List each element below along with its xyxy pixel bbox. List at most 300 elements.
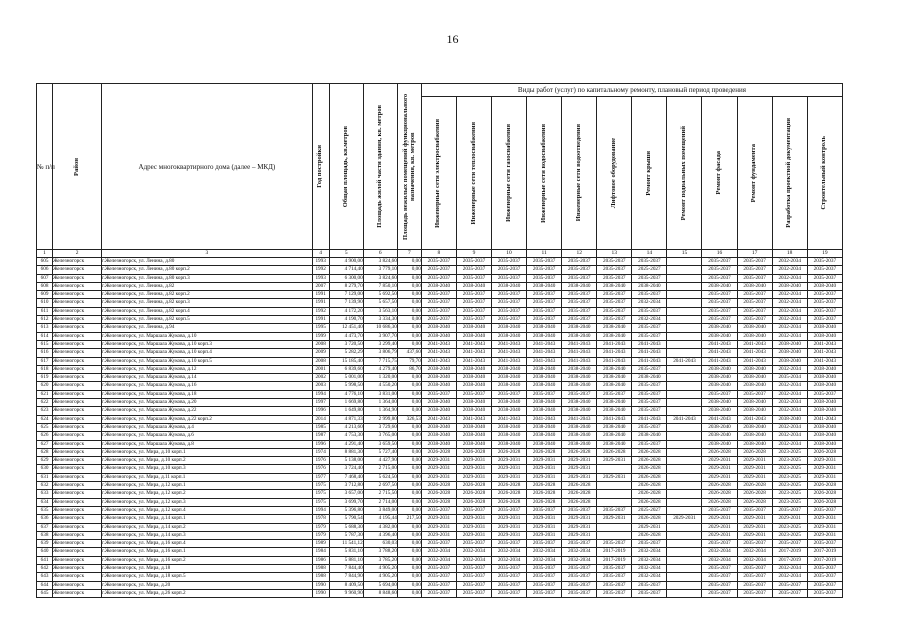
table-cell: 2 999,80 [363, 415, 397, 423]
table-cell: 2041-2043 [456, 349, 491, 357]
table-cell: 2041-2043 [632, 357, 667, 365]
table-cell: 3 831,00 [363, 390, 397, 398]
table-cell: 2038-2040 [456, 382, 491, 390]
table-cell: 2035-2037 [737, 266, 772, 274]
table-cell: 2029-2031 [527, 531, 562, 539]
table-cell: 1976 [312, 457, 329, 465]
table-cell: 621 [37, 390, 53, 398]
table-cell: 2038-2040 [807, 432, 842, 440]
table-cell: 5 694,00 [363, 581, 397, 589]
table-row [37, 440, 843, 448]
table-cell: 620 [37, 382, 53, 390]
column-number: 8 [421, 250, 456, 258]
table-cell: 1991 [312, 316, 329, 324]
table-cell: 2035-2034 [772, 374, 807, 382]
table-cell: 606 [37, 266, 53, 274]
table-cell: 2035-2037 [632, 540, 667, 548]
table-cell: 631 [37, 473, 53, 481]
table-cell: 3 334,30 [363, 316, 397, 324]
table-cell: 1989 [312, 540, 329, 548]
table-cell: 4 900,00 [329, 258, 363, 266]
table-row [37, 258, 843, 266]
table-cell: г.Железногорск, ул. Маршала Жукова, д.6 [102, 432, 312, 440]
table-cell: 2029-2031 [527, 465, 562, 473]
table-cell: 0,00 [397, 581, 421, 589]
table-cell: 2038-2040 [562, 440, 597, 448]
table-cell: 627 [37, 440, 53, 448]
table-cell: 645 [37, 589, 53, 597]
table-cell: 644 [37, 581, 53, 589]
col-num-header: № п/п [37, 84, 53, 250]
table-cell: 2035-2037 [737, 581, 772, 589]
table-cell [667, 266, 702, 274]
table-cell: 2035-2037 [807, 274, 842, 282]
table-cell: 2041-2043 [421, 415, 456, 423]
table-row [37, 299, 843, 307]
table-row [37, 399, 843, 407]
table-cell [667, 589, 702, 597]
table-cell: 4 905,20 [363, 564, 397, 572]
table-cell: 2035-2037 [807, 581, 842, 589]
table-cell: 2041-2043 [807, 340, 842, 348]
column-number: 10 [492, 250, 527, 258]
table-cell: 2038-2040 [702, 282, 737, 290]
table-cell: 3 299,40 [363, 340, 397, 348]
table-cell: 2026-2028 [492, 498, 527, 506]
table-cell: 2035-2037 [492, 316, 527, 324]
table-cell: 437,60 [397, 349, 421, 357]
table-cell: 2038-2040 [421, 399, 456, 407]
table-cell: 2038-2040 [597, 440, 632, 448]
table-cell: 2029-2031 [702, 457, 737, 465]
table-cell [667, 324, 702, 332]
table-row [37, 324, 843, 332]
work-header-9: Инженерные сети теплоснабжения [456, 97, 491, 250]
table-cell: 639 [37, 540, 53, 548]
table-cell: 2035-2037 [597, 506, 632, 514]
table-cell: Железногорск [53, 390, 102, 398]
table-cell: 2035-2037 [702, 581, 737, 589]
table-row [37, 432, 843, 440]
table-cell: 2038-2040 [597, 374, 632, 382]
table-cell: г.Железногорск, ул. Мира, д.16 корп.1 [102, 548, 312, 556]
table-cell: 2035-2037 [597, 316, 632, 324]
table-cell [667, 374, 702, 382]
table-cell: 2041-2043 [597, 415, 632, 423]
table-cell: 2029-2031 [807, 515, 842, 523]
table-cell: 2029-2031 [562, 523, 597, 531]
table-cell: 2038-2040 [456, 432, 491, 440]
table-cell: 5 787,30 [329, 531, 363, 539]
table-cell: Железногорск [53, 332, 102, 340]
table-cell: 2038-2040 [421, 374, 456, 382]
table-cell: 7 139,90 [329, 299, 363, 307]
table-cell: 2038-2040 [597, 407, 632, 415]
table-cell: 2038-2040 [807, 399, 842, 407]
table-cell: г.Железногорск, ул. Мира, д.16 корп.4 [102, 540, 312, 548]
page-number: 16 [446, 32, 459, 46]
table-cell: 632 [37, 482, 53, 490]
table-cell: 2041-2043 [421, 349, 456, 357]
table-cell: 2026-2028 [702, 482, 737, 490]
table-cell: 0,00 [397, 399, 421, 407]
table-cell: 2032-2034 [772, 382, 807, 390]
work-header-19: Строительный контроль [807, 97, 842, 250]
table-row [37, 531, 843, 539]
table-cell: 2038-2040 [562, 324, 597, 332]
table-cell: 2038-2040 [737, 332, 772, 340]
table-cell: 0,00 [397, 258, 421, 266]
table-cell: 2014 [312, 415, 329, 423]
table-cell: 2029-2031 [737, 465, 772, 473]
table-cell: 2035-2037 [456, 564, 491, 572]
table-cell: 2035-2037 [456, 291, 491, 299]
table-cell: 642 [37, 564, 53, 572]
table-cell: 2026-2028 [632, 490, 667, 498]
table-cell: 2 697,50 [363, 482, 397, 490]
table-cell: 2029-2031 [772, 515, 807, 523]
column-number: 17 [737, 250, 772, 258]
table-cell: г.Железногорск, ул. Мира, д.14 корп.3 [102, 531, 312, 539]
table-cell: 2035-2037 [702, 589, 737, 597]
table-cell: 2035-2037 [456, 589, 491, 597]
table-cell: Железногорск [53, 506, 102, 514]
table-cell [667, 440, 702, 448]
table-cell: 2035-2037 [492, 291, 527, 299]
table-cell: 2035-2037 [492, 589, 527, 597]
table-cell: 2038-2040 [597, 282, 632, 290]
table-cell: 1985 [312, 423, 329, 431]
table-cell: г.Железногорск, ул. Маршала Жукова, д.22 корп.2 [102, 415, 312, 423]
table-cell: 2041-2043 [456, 415, 491, 423]
table-cell: 2029-2031 [492, 523, 527, 531]
table-cell [597, 482, 632, 490]
table-cell: 2026-2028 [456, 448, 491, 456]
table-cell [667, 365, 702, 373]
table-cell: 2035-2037 [421, 299, 456, 307]
table-cell: 1986 [312, 556, 329, 564]
table-cell: 2023-2025 [772, 531, 807, 539]
table-cell: 0,00 [397, 382, 421, 390]
table-cell: 2038-2040 [456, 374, 491, 382]
table-cell: 4 382,00 [363, 523, 397, 531]
table-cell: 2035-2037 [562, 589, 597, 597]
table-cell: Железногорск [53, 374, 102, 382]
table-cell: 2038-2040 [492, 374, 527, 382]
table-cell: 2038-2040 [702, 365, 737, 373]
table-cell: 2032-2034 [456, 556, 491, 564]
table-cell: 2029-2031 [737, 523, 772, 531]
table-cell: 2038-2040 [492, 399, 527, 407]
column-number: 5 [329, 250, 363, 258]
table-cell: 2035-2037 [597, 299, 632, 307]
table-cell: 2029-2031 [702, 473, 737, 481]
table-cell: 2038-2040 [702, 324, 737, 332]
table-cell: 2035-2037 [421, 291, 456, 299]
table-row [37, 473, 843, 481]
table-cell: 2035-2037 [492, 299, 527, 307]
table-cell: Железногорск [53, 515, 102, 523]
table-cell: 2035-2037 [632, 365, 667, 373]
table-cell: 2026-2028 [421, 448, 456, 456]
table-cell: 0,00 [397, 457, 421, 465]
table-cell: 2035-2037 [702, 390, 737, 398]
table-cell [667, 390, 702, 398]
table-cell [667, 573, 702, 581]
table-cell: 2038-2040 [527, 332, 562, 340]
table-cell: 637 [37, 523, 53, 531]
table-cell: 2035-2037 [702, 266, 737, 274]
table-cell: Железногорск [53, 415, 102, 423]
table-cell: 0,00 [397, 407, 421, 415]
table-cell: г.Железногорск, ул. Маршала Жукова, д.18 [102, 390, 312, 398]
table-cell: 0,00 [397, 531, 421, 539]
table-cell: 2035-2037 [597, 258, 632, 266]
table-cell: 2032-2034 [702, 548, 737, 556]
table-cell: Железногорск [53, 531, 102, 539]
table-cell: 3 779,10 [363, 266, 397, 274]
table-cell: 2029-2031 [597, 457, 632, 465]
table-cell: 5 396,80 [329, 506, 363, 514]
table-cell: 2038-2040 [597, 324, 632, 332]
table-cell: 0,00 [397, 266, 421, 274]
table-cell: 617 [37, 357, 53, 365]
table-cell: 4 753,30 [329, 432, 363, 440]
table-cell: 2035-2037 [737, 506, 772, 514]
table-cell: 5 624,50 [363, 473, 397, 481]
table-cell: 1993 [312, 274, 329, 282]
table-cell [597, 523, 632, 531]
table-cell: 2041-2043 [421, 357, 456, 365]
table-cell: 628 [37, 448, 53, 456]
table-cell: 7 468,40 [329, 473, 363, 481]
table-row [37, 556, 843, 564]
table-cell: 2029-2031 [562, 473, 597, 481]
table-row [37, 490, 843, 498]
column-number: 16 [702, 250, 737, 258]
table-cell: г.Железногорск, ул. Ленина, д.82 корп.2 [102, 291, 312, 299]
table-cell: 2038-2040 [772, 349, 807, 357]
table-cell: 2026-2028 [632, 498, 667, 506]
table-cell: 2029-2031 [456, 523, 491, 531]
table-cell: 2035-2037 [597, 307, 632, 315]
table-cell: 2035-2037 [807, 589, 842, 597]
table-cell: г.Железногорск, ул. Ленина, д.82 [102, 282, 312, 290]
table-cell: 5 831,10 [329, 548, 363, 556]
table-cell [667, 432, 702, 440]
table-cell: 2038-2040 [737, 282, 772, 290]
table-cell: 1996 [312, 407, 329, 415]
table-cell: 2035-2037 [632, 399, 667, 407]
table-cell [667, 316, 702, 324]
table-cell [597, 498, 632, 506]
table-cell: 2035-2037 [421, 274, 456, 282]
table-row [37, 548, 843, 556]
table-cell: 2035-2037 [421, 589, 456, 597]
table-cell: 2041-2043 [632, 349, 667, 357]
col-living-area-header: Площадь жилой части здания, кв. метров [363, 84, 397, 250]
table-cell: г.Железногорск, ул. Маршала Жукова, д.10 корп.4 [102, 349, 312, 357]
table-cell: 2038-2040 [772, 282, 807, 290]
table-cell: 2029-2031 [456, 473, 491, 481]
table-cell: 622 [37, 399, 53, 407]
table-cell: 2029-2031 [737, 457, 772, 465]
table-cell: Железногорск [53, 266, 102, 274]
table-cell: 2035-2037 [527, 390, 562, 398]
table-cell: 3 765,00 [363, 432, 397, 440]
table-row [37, 482, 843, 490]
table-cell: 5 282,29 [329, 349, 363, 357]
table-cell: 1 669,80 [329, 399, 363, 407]
table-cell: 5 001,00 [329, 374, 363, 382]
table-cell: 2026-2028 [492, 482, 527, 490]
table-cell: 1979 [312, 531, 329, 539]
table-cell: 2035-2037 [702, 307, 737, 315]
table-cell: 2 715,50 [363, 490, 397, 498]
col-total-area-header: Общая площадь, кв.метров [329, 84, 363, 250]
table-cell: 2041-2043 [702, 415, 737, 423]
table-cell: 2029-2031 [421, 531, 456, 539]
table-row [37, 349, 843, 357]
table-cell: 0,00 [397, 282, 421, 290]
table-cell: 1975 [312, 482, 329, 490]
table-cell: 624 [37, 415, 53, 423]
table-cell: 2029-2031 [667, 515, 702, 523]
table-cell: 0,00 [397, 390, 421, 398]
column-number: 18 [772, 250, 807, 258]
table-cell: 2032-2034 [632, 548, 667, 556]
table-cell: 1996 [312, 440, 329, 448]
table-cell: Железногорск [53, 498, 102, 506]
table-cell: 2029-2031 [807, 457, 842, 465]
table-cell [667, 490, 702, 498]
table-cell: 0,00 [397, 573, 421, 581]
table-row [37, 357, 843, 365]
table-cell: 2035-2037 [456, 581, 491, 589]
table-cell: 2038-2040 [807, 365, 842, 373]
table-cell: 2038-2040 [492, 432, 527, 440]
table-cell: 2041-2043 [597, 349, 632, 357]
table-cell: 2035-2037 [562, 573, 597, 581]
table-cell: г.Железногорск, ул. Маршала Жукова, д.4 [102, 423, 312, 431]
table-row [37, 564, 843, 572]
table-cell: 2032-2034 [772, 299, 807, 307]
table-cell: г.Железногорск, ул. Ленина, д.94 [102, 324, 312, 332]
table-cell: 2009 [312, 349, 329, 357]
table-cell: 2035-2037 [562, 540, 597, 548]
table-cell: 2008 [312, 340, 329, 348]
table-cell: 2032-2034 [632, 564, 667, 572]
table-cell: 2026-2028 [737, 498, 772, 506]
table-cell: 2029-2031 [702, 515, 737, 523]
table-cell: 5 688,30 [329, 523, 363, 531]
table-cell: 3 563,10 [363, 307, 397, 315]
table-cell: 612 [37, 316, 53, 324]
table-cell: 2038-2040 [527, 365, 562, 373]
table-cell: 2038-2040 [597, 382, 632, 390]
column-number: 11 [527, 250, 562, 258]
table-cell: 2035-2037 [562, 506, 597, 514]
table-cell: 2035-2037 [562, 564, 597, 572]
header-row-1 [37, 84, 843, 97]
table-cell: г.Железногорск, ул. Ленина, д.80 корп.3 [102, 274, 312, 282]
table-cell: 2026-2028 [737, 482, 772, 490]
table-cell: г.Железногорск, ул. Мира, д.10 корп.1 [102, 448, 312, 456]
table-cell: 8 279,70 [329, 282, 363, 290]
table-cell: 2038-2040 [807, 382, 842, 390]
table-cell: г.Железногорск, ул. Маршала Жукова, д.22 [102, 407, 312, 415]
table-cell: Железногорск [53, 423, 102, 431]
table-cell: г.Железногорск, ул. Маршала Жукова, д.20 [102, 399, 312, 407]
table-cell: 1993 [312, 258, 329, 266]
table-cell: 2041-2043 [527, 357, 562, 365]
table-cell [667, 307, 702, 315]
table-cell: 2029-2031 [632, 523, 667, 531]
table-cell [667, 540, 702, 548]
table-cell: 2032-2034 [527, 548, 562, 556]
table-cell: г.Железногорск, ул. Мира, д.12 корп.1 [102, 482, 312, 490]
table-cell: 609 [37, 291, 53, 299]
table-cell [667, 457, 702, 465]
table-cell: 2035-2037 [527, 299, 562, 307]
table-cell: 605 [37, 258, 53, 266]
table-cell: 2035-2037 [632, 307, 667, 315]
table-cell: 0,00 [397, 307, 421, 315]
table-cell: 4 714,40 [329, 266, 363, 274]
table-cell: 2035-2037 [702, 316, 737, 324]
table-cell: 86,70 [397, 365, 421, 373]
table-cell: г.Железногорск, ул. Маршала Жукова, д.8 [102, 440, 312, 448]
table-cell: 8 881,30 [329, 448, 363, 456]
table-cell: 2029-2031 [421, 515, 456, 523]
table-cell: 2032-2034 [632, 556, 667, 564]
table-cell [667, 523, 702, 531]
table-cell: 2035-2037 [632, 589, 667, 597]
column-number: 2 [53, 250, 102, 258]
table-cell: 2035-2037 [632, 291, 667, 299]
table-cell: 2026-2028 [807, 482, 842, 490]
table-cell: 2029-2031 [492, 457, 527, 465]
table-cell: 633 [37, 490, 53, 498]
table-cell: Железногорск [53, 440, 102, 448]
table-cell: 2038-2040 [562, 432, 597, 440]
table-cell: 4 291,40 [329, 440, 363, 448]
table-cell: 2026-2028 [632, 515, 667, 523]
table-cell: 613 [37, 324, 53, 332]
table-cell: 2038-2040 [702, 407, 737, 415]
table-cell: 2029-2031 [527, 473, 562, 481]
table-cell: 0,00 [397, 274, 421, 282]
table-cell: 618 [37, 365, 53, 373]
column-number: 6 [363, 250, 397, 258]
table-cell [667, 564, 702, 572]
table-cell: Железногорск [53, 357, 102, 365]
table-cell: 2029-2031 [597, 515, 632, 523]
table-cell: 2035-2037 [702, 540, 737, 548]
table-cell: Железногорск [53, 399, 102, 407]
table-cell: 2041-2043 [667, 415, 702, 423]
table-cell: 2029-2031 [421, 473, 456, 481]
table-cell: 0,00 [397, 291, 421, 299]
table-cell: 2029-2031 [562, 515, 597, 523]
table-cell: 611 [37, 307, 53, 315]
table-cell: 2029-2031 [702, 523, 737, 531]
table-cell [667, 548, 702, 556]
table-cell: 2041-2043 [702, 349, 737, 357]
table-cell: г.Железногорск, ул. Маршала Жукова, д.10 [102, 332, 312, 340]
table-cell [597, 531, 632, 539]
table-cell: 2035-2037 [421, 564, 456, 572]
